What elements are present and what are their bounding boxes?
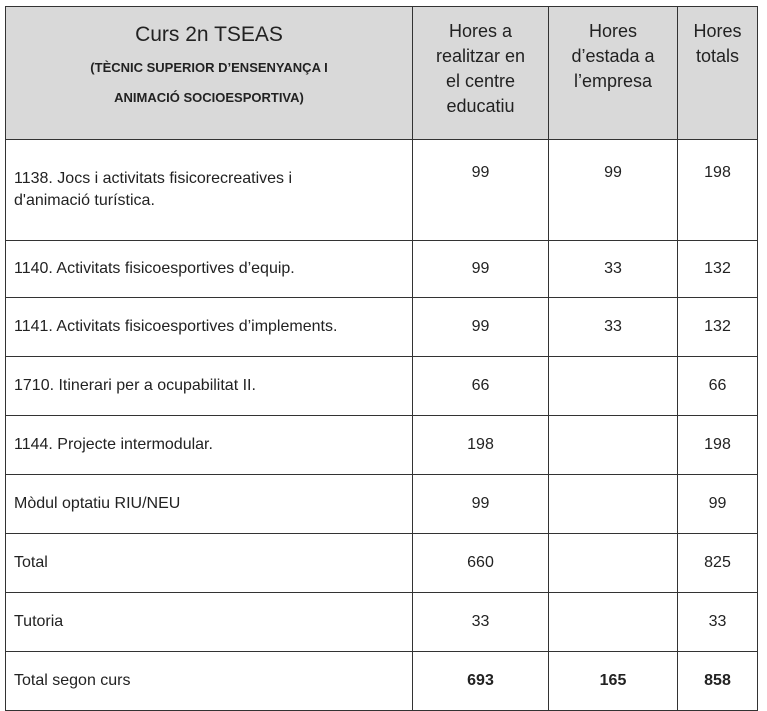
module-name: 1144. Projecte intermodular. (6, 416, 413, 475)
header-line: Hores a (448, 21, 513, 41)
header-line: educatiu (446, 96, 515, 116)
center-hours: 99 (413, 140, 549, 241)
center-hours: 693 (413, 652, 549, 711)
table-row (6, 534, 758, 593)
column-header-center-hours (413, 7, 549, 140)
header-row (6, 7, 758, 140)
header-line: totals (695, 46, 740, 66)
center-hours: 66 (413, 357, 549, 416)
table-row (6, 416, 758, 475)
table-row (6, 357, 758, 416)
column-header-company-hours (549, 7, 678, 140)
header-line: el centre (445, 71, 516, 91)
header-line: Hores (693, 21, 742, 41)
company-hours: 99 (549, 140, 678, 241)
total-hours: 858 (678, 652, 758, 711)
total-hours: 33 (678, 593, 758, 652)
table-row (6, 475, 758, 534)
header-line: d’estada a (571, 46, 655, 66)
total-hours: 198 (678, 140, 758, 241)
total-hours: 66 (678, 357, 758, 416)
company-hours: 33 (549, 298, 678, 357)
course-subtitle (6, 53, 412, 113)
table-row (6, 241, 758, 298)
header-line: Hores (588, 21, 637, 41)
center-hours: 99 (413, 241, 549, 298)
center-hours: 99 (413, 475, 549, 534)
table-row (6, 140, 758, 241)
total-hours: 132 (678, 298, 758, 357)
module-name: Mòdul optatiu RIU/NEU (6, 475, 413, 534)
table-row (6, 298, 758, 357)
module-name: Total segon curs (6, 652, 413, 711)
company-hours: 165 (549, 652, 678, 711)
company-hours (549, 534, 678, 593)
module-name: 1140. Activitats fisicoesportives d’equip. (6, 241, 413, 298)
company-hours (549, 416, 678, 475)
course-title: Curs 2n TSEAS (135, 23, 283, 46)
total-hours: 132 (678, 241, 758, 298)
course-subtitle-line: (TÈCNIC SUPERIOR D’ENSENYANÇA I (90, 60, 328, 75)
module-name: Tutoria (6, 593, 413, 652)
company-hours (549, 475, 678, 534)
total-hours: 198 (678, 416, 758, 475)
module-name: 1710. Itinerari per a ocupabilitat II. (6, 357, 413, 416)
center-hours: 660 (413, 534, 549, 593)
module-name (6, 140, 413, 241)
header-line: realitzar en (435, 46, 526, 66)
column-header-total-hours (678, 7, 758, 140)
title-cell (6, 7, 413, 140)
module-name-line: d'animació turística. (14, 192, 155, 209)
company-hours: 33 (549, 241, 678, 298)
course-subtitle-line: ANIMACIÓ SOCIOESPORTIVA) (114, 90, 304, 105)
total-hours: 99 (678, 475, 758, 534)
total-hours: 825 (678, 534, 758, 593)
module-name: Total (6, 534, 413, 593)
table-row (6, 652, 758, 711)
header-line: l’empresa (573, 71, 653, 91)
center-hours: 198 (413, 416, 549, 475)
company-hours (549, 593, 678, 652)
hours-table (5, 6, 758, 711)
module-name-line: 1138. Jocs i activitats fisicorecreatives i (14, 170, 293, 187)
company-hours (549, 357, 678, 416)
table-row (6, 593, 758, 652)
center-hours: 99 (413, 298, 549, 357)
module-name: 1141. Activitats fisicoesportives d’implements. (6, 298, 413, 357)
center-hours: 33 (413, 593, 549, 652)
